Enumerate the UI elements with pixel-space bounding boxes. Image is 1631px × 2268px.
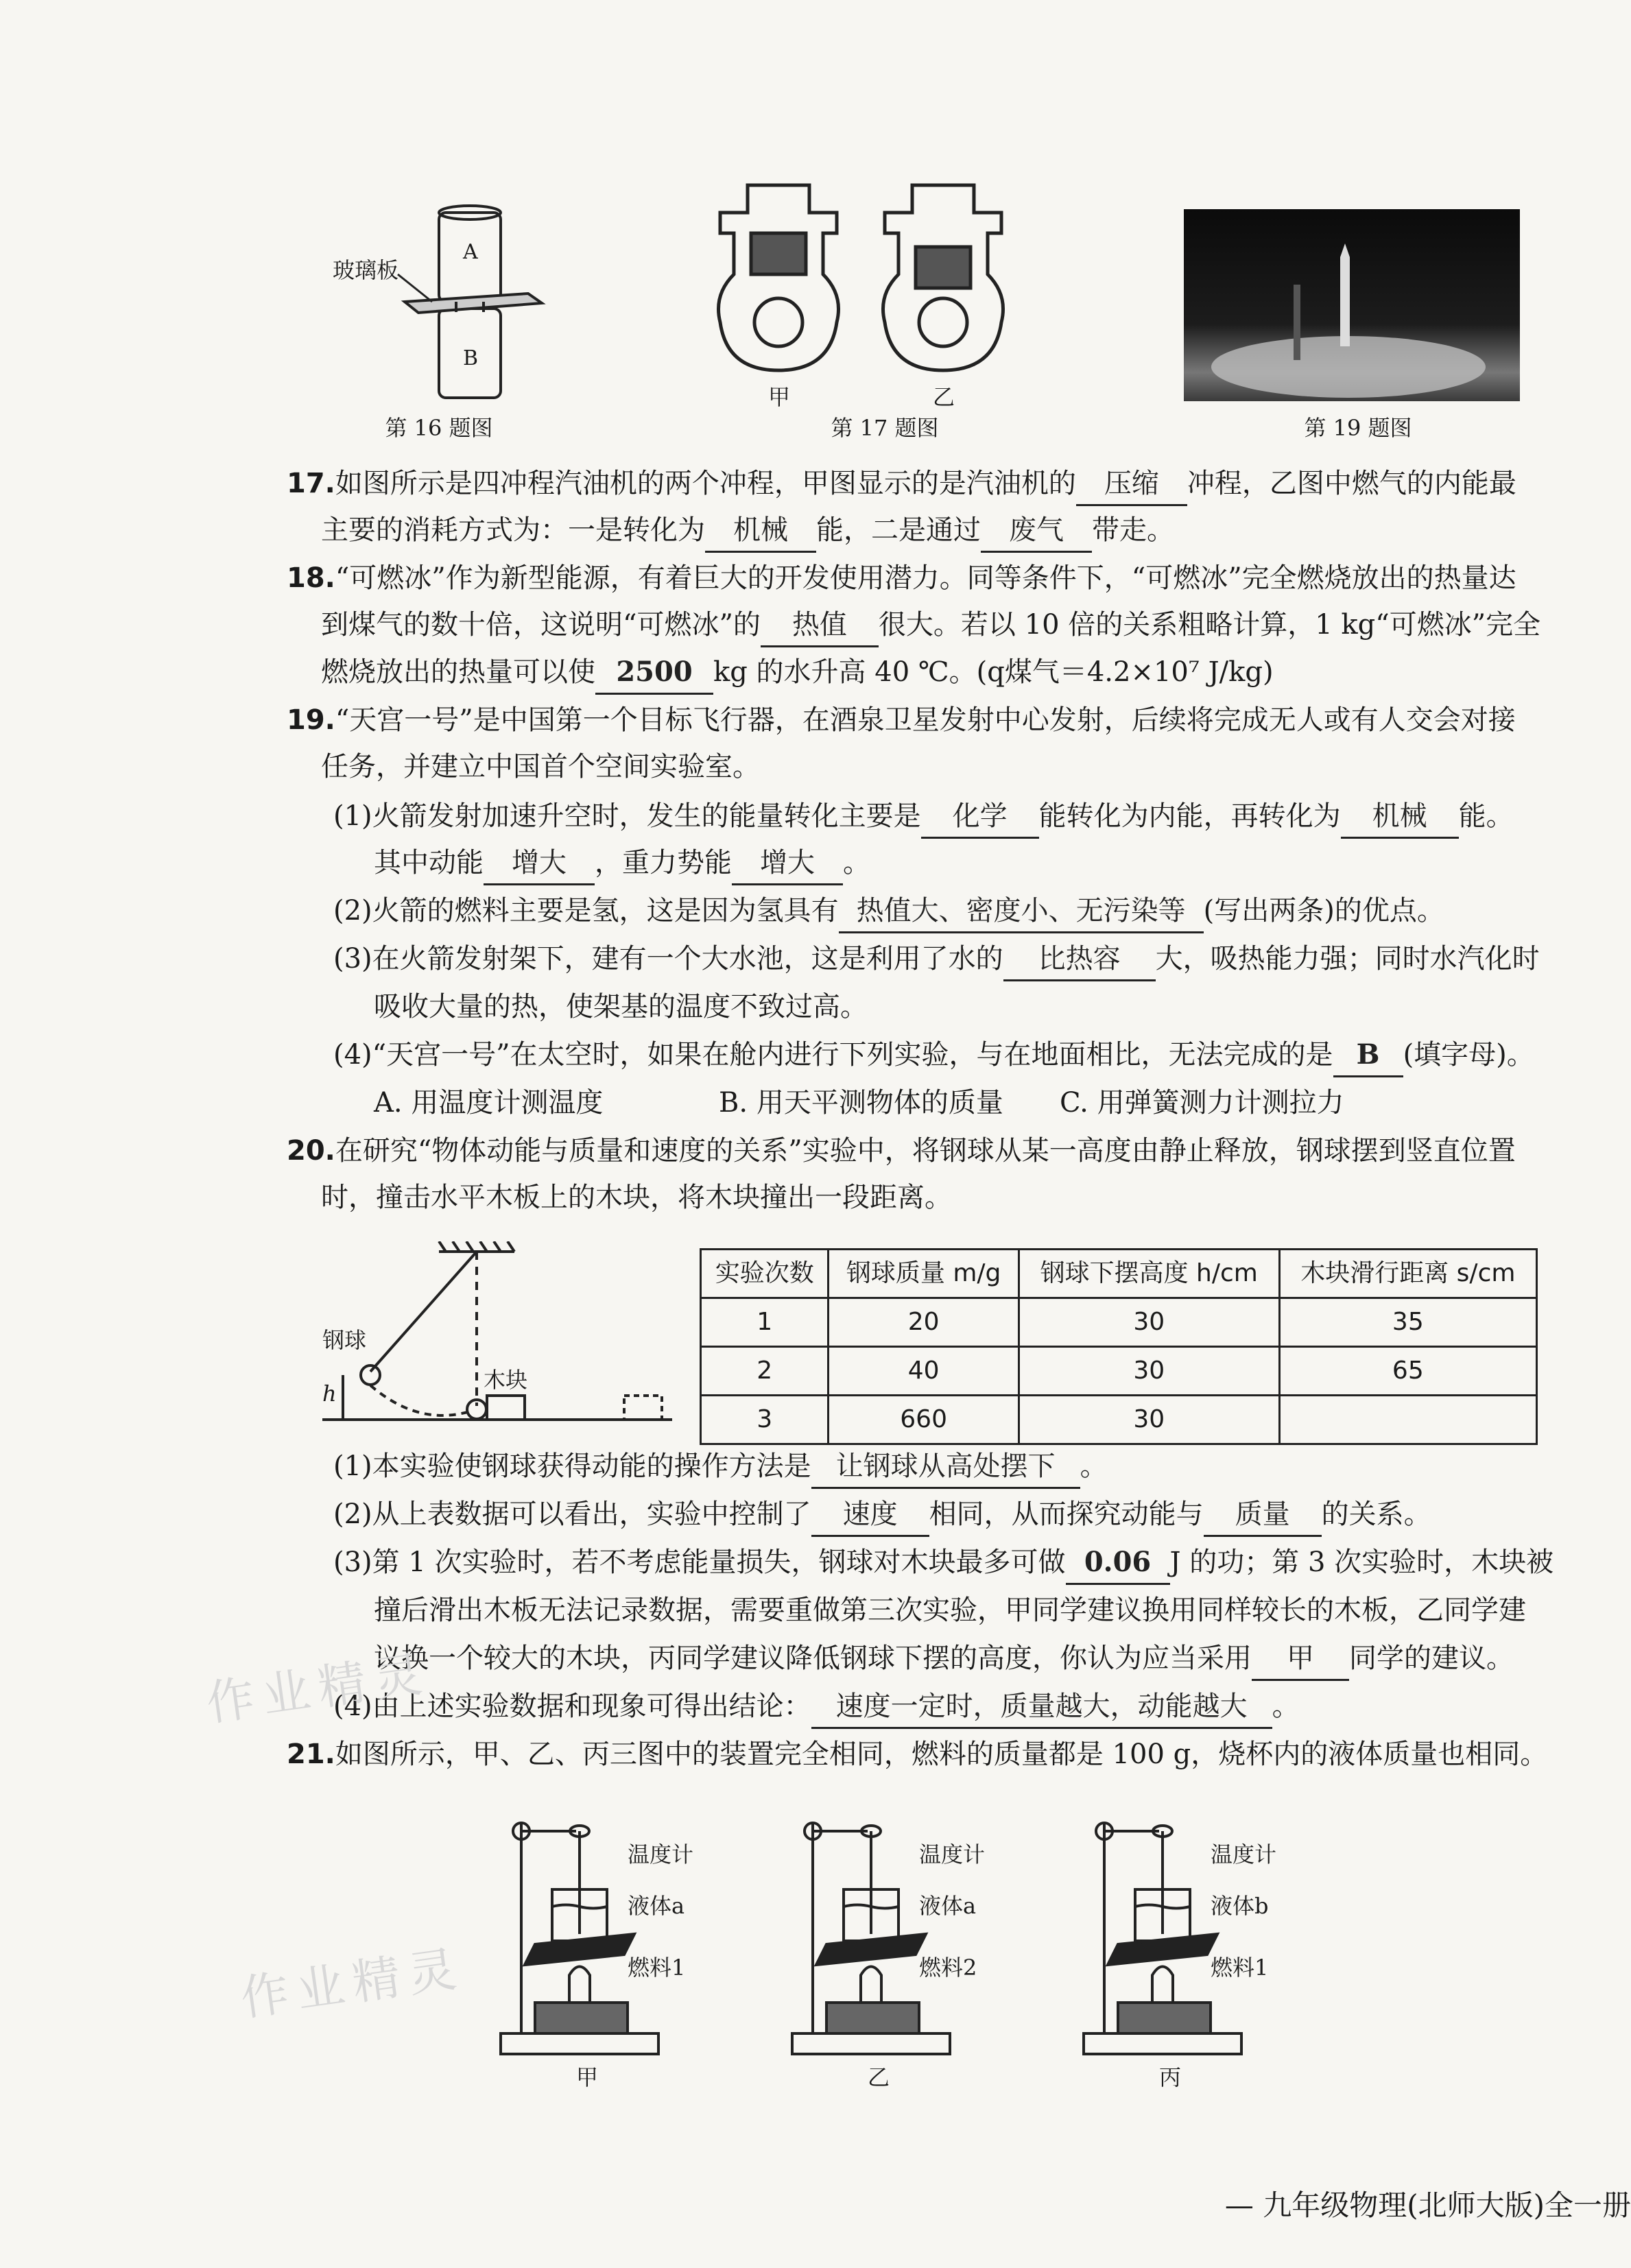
q19-answer-7[interactable]: B <box>1333 1034 1403 1077</box>
fuel-label: 燃料1 <box>628 1955 686 1981</box>
figure-17-label-yi: 乙 <box>933 384 955 410</box>
table-cell: 30 <box>1019 1298 1279 1347</box>
table-row <box>701 1347 1537 1396</box>
figure-17-caption: 第 17 题图 <box>831 415 939 441</box>
q20-text: (4)由上述实验数据和现象可得出结论： <box>333 1691 811 1722</box>
figure-19-photo <box>1184 209 1520 401</box>
table-header-row <box>701 1250 1537 1298</box>
q17-text: 冲程，乙图中燃气的内能最 <box>1187 468 1516 499</box>
q20-text: 撞后滑出木板无法记录数据，需要重做第三次实验，甲同学建议换用同样较长的木板，乙同学建 <box>374 1595 1526 1626</box>
block-label: 木块 <box>484 1367 528 1393</box>
table-header: 钢球质量 m/g <box>829 1250 1019 1298</box>
q19-text: “天宫一号”是中国第一个目标飞行器，在酒泉卫星发射中心发射，后续将完成无人或有人交会对接 <box>335 704 1516 736</box>
q20-part2 <box>333 1494 1431 1537</box>
q20-answer-4[interactable]: 0.06 <box>1066 1542 1170 1585</box>
figure-16-caption: 第 16 题图 <box>385 415 493 441</box>
q21-number: 21. <box>287 1739 335 1770</box>
q18-text: kg 的水升高 40 ℃。(q煤气＝4.2×10⁷ J/kg) <box>713 656 1274 688</box>
q19-part1-line1 <box>333 796 1514 839</box>
glass-plate-label: 玻璃板 <box>333 257 399 283</box>
apparatus-yi <box>785 1811 1019 2090</box>
q19-text: (1)火箭发射加速升空时，发生的能量转化主要是 <box>333 800 921 832</box>
q19-text: (3)在火箭发射架下，建有一个大水池，这是利用了水的 <box>333 943 1003 975</box>
q21-text: 如图所示，甲、乙、丙三图中的装置完全相同，燃料的质量都是 100 g，烧杯内的液体质量也相同。 <box>335 1739 1548 1770</box>
q18-text: 燃烧放出的热量可以使 <box>321 656 595 688</box>
q19-text: (4)“天宫一号”在太空时，如果在舱内进行下列实验，与在地面相比，无法完成的是 <box>333 1039 1333 1071</box>
q18-text: 很大。若以 10 倍的关系粗略计算，1 kg“可燃冰”完全 <box>878 609 1541 641</box>
q19-answer-4[interactable]: 增大 <box>732 842 843 885</box>
setup-caption: 丙 <box>1159 2064 1182 2090</box>
q20-part1 <box>333 1446 1108 1489</box>
q20-text: (2)从上表数据可以看出，实验中控制了 <box>333 1499 811 1530</box>
table-cell: 30 <box>1019 1396 1279 1444</box>
q20-text: 。 <box>1272 1691 1300 1722</box>
q20-answer-1[interactable]: 让钢球从高处摆下 <box>811 1446 1080 1489</box>
fuel-label: 燃料1 <box>1211 1955 1269 1981</box>
q20-part3-line2 <box>374 1590 1526 1631</box>
q18-line2 <box>321 604 1540 647</box>
table-cell: 3 <box>701 1396 829 1444</box>
q19-text: 。 <box>843 847 870 879</box>
q19-option-c: C. 用弹簧测力计测拉力 <box>1060 1087 1344 1119</box>
table-cell: 1 <box>701 1298 829 1347</box>
experiment-table <box>700 1248 1538 1445</box>
liquid-label: 液体a <box>919 1893 977 1919</box>
q17-number: 17. <box>287 468 335 499</box>
figure-17 <box>706 158 1091 391</box>
q19-text: (写出两条)的优点。 <box>1203 895 1444 927</box>
q20-part3-line1 <box>333 1542 1553 1585</box>
pendulum-figure <box>322 1241 679 1427</box>
q20-text: 时，撞击水平木板上的木块，将木块撞出一段距离。 <box>321 1182 952 1213</box>
q20-text: (3)第 1 次实验时，若不考虑能量损失，钢球对木块最多可做 <box>333 1547 1066 1578</box>
fuel-label: 燃料2 <box>919 1955 977 1981</box>
q20-answer-3[interactable]: 质量 <box>1204 1494 1322 1537</box>
q18-line3 <box>321 652 1274 695</box>
setup-caption: 乙 <box>868 2064 890 2090</box>
table-cell: 35 <box>1279 1298 1536 1347</box>
q19-text: 吸收大量的热，使架基的温度不致过高。 <box>374 991 868 1023</box>
q18-text: 到煤气的数十倍，这说明“可燃冰”的 <box>321 609 761 641</box>
q17-answer-2[interactable]: 机械 <box>705 510 816 553</box>
table-cell: 2 <box>701 1347 829 1396</box>
figure-19-caption: 第 19 题图 <box>1304 415 1412 441</box>
q18-line1 <box>287 558 1516 599</box>
q20-text: 。 <box>1080 1451 1108 1482</box>
liquid-label: 液体b <box>1211 1893 1269 1919</box>
q19-text: (填字母)。 <box>1403 1039 1534 1071</box>
table-header: 钢球下摆高度 h/cm <box>1019 1250 1279 1298</box>
q19-line1 <box>287 700 1516 741</box>
q17-answer-3[interactable]: 废气 <box>981 510 1092 553</box>
liquid-label: 液体a <box>628 1893 685 1919</box>
q19-answer-5[interactable]: 热值大、密度小、无污染等 <box>839 890 1204 933</box>
page-footer: — 九年级物理(北师大版)全一册 <box>1224 2188 1631 2222</box>
ball-label: 钢球 <box>322 1327 367 1353</box>
q20-text: J 的功；第 3 次实验时，木块被 <box>1169 1547 1554 1578</box>
q18-text: “可燃冰”作为新型能源，有着巨大的开发使用潜力。同等条件下，“可燃冰”完全燃烧放出的热量达 <box>335 562 1516 594</box>
table-row <box>701 1298 1537 1347</box>
q19-number: 19. <box>287 704 335 736</box>
q19-text: 大，吸热能力强；同时水汽化时 <box>1155 943 1540 975</box>
table-row <box>701 1396 1537 1444</box>
q20-answer-2[interactable]: 速度 <box>811 1494 929 1537</box>
q18-answer-1[interactable]: 热值 <box>761 604 879 647</box>
q19-text: (2)火箭的燃料主要是氢，这是因为氢具有 <box>333 895 839 927</box>
glass-bottles-diagram <box>322 199 549 405</box>
thermometer-label: 温度计 <box>1211 1841 1277 1867</box>
q19-line2 <box>321 746 760 787</box>
q20-text: 的关系。 <box>1321 1499 1431 1530</box>
engine-strokes-diagram <box>706 158 1091 384</box>
q20-text: 议换一个较大的木块，丙同学建议降低钢球下摆的高度，你认为应当采用 <box>374 1643 1252 1674</box>
height-label: h <box>322 1381 337 1407</box>
table-header: 木块滑行距离 s/cm <box>1279 1250 1536 1298</box>
bottle-a-label: A <box>463 240 478 264</box>
q19-text: 能。 <box>1458 800 1514 832</box>
q19-part3-line1 <box>333 938 1540 981</box>
q17-text: 能，二是通过 <box>816 514 981 546</box>
pendulum-diagram <box>322 1241 679 1427</box>
figure-16 <box>322 199 549 411</box>
q20-part3-line3 <box>374 1638 1514 1681</box>
apparatus-jia <box>494 1811 727 2090</box>
q18-answer-2[interactable]: 2500 <box>595 652 713 695</box>
q19-part1-line2 <box>374 842 870 885</box>
q19-answer-3[interactable]: 增大 <box>484 842 595 885</box>
q19-answer-6[interactable]: 比热容 <box>1003 938 1156 981</box>
q19-text: 能转化为内能，再转化为 <box>1038 800 1341 832</box>
watermark: 作业精灵 <box>237 1939 468 2027</box>
q19-part2 <box>333 890 1444 933</box>
q17-line2 <box>321 510 1174 553</box>
q19-part4 <box>333 1034 1534 1077</box>
bottle-b-label: B <box>463 346 479 370</box>
table-cell: 20 <box>829 1298 1019 1347</box>
q20-text: (1)本实验使钢球获得动能的操作方法是 <box>333 1451 811 1482</box>
q20-number: 20. <box>287 1135 335 1167</box>
thermometer-label: 温度计 <box>628 1841 694 1867</box>
q21-line1 <box>287 1734 1547 1775</box>
q19-option-a: A. 用温度计测温度 <box>374 1087 604 1119</box>
q18-number: 18. <box>287 562 335 594</box>
rocket-launch-image <box>1184 209 1520 401</box>
q20-answer-5[interactable]: 甲 <box>1252 1638 1349 1681</box>
q19-option-b: B. 用天平测物体的质量 <box>719 1087 1003 1119</box>
table-cell: 660 <box>829 1396 1019 1444</box>
q19-text: 任务，并建立中国首个空间实验室。 <box>321 751 760 783</box>
q20-text: 在研究“物体动能与质量和速度的关系”实验中，将钢球从某一高度由静止释放，钢球摆到竖直位置 <box>335 1135 1516 1167</box>
q17-text: 主要的消耗方式为：一是转化为 <box>321 514 705 546</box>
q20-answer-6[interactable]: 速度一定时，质量越大，动能越大 <box>811 1686 1272 1729</box>
setup-caption: 甲 <box>576 2064 599 2090</box>
table-cell: 65 <box>1279 1347 1536 1396</box>
table-cell[interactable] <box>1279 1396 1536 1444</box>
apparatus-bing <box>1077 1811 1310 2090</box>
q20-text: 相同，从而探究动能与 <box>929 1499 1204 1530</box>
q20-line2 <box>321 1177 952 1218</box>
q20-line1 <box>287 1130 1516 1171</box>
q19-answer-2[interactable]: 机械 <box>1341 796 1459 839</box>
table-cell: 40 <box>829 1347 1019 1396</box>
thermometer-label: 温度计 <box>919 1841 986 1867</box>
q19-text: 其中动能 <box>374 847 484 879</box>
q17-text: 如图所示是四冲程汽油机的两个冲程，甲图显示的是汽油机的 <box>335 468 1076 499</box>
q20-text: 同学的建议。 <box>1349 1643 1514 1674</box>
watermark: 作业精灵 <box>202 1645 434 1732</box>
table-header: 实验次数 <box>701 1250 829 1298</box>
figure-17-label-jia: 甲 <box>768 384 791 410</box>
q17-text: 带走。 <box>1092 514 1174 546</box>
table-cell: 30 <box>1019 1347 1279 1396</box>
q19-part3-line2 <box>374 986 868 1027</box>
q20-part4 <box>333 1686 1300 1729</box>
q19-text: ，重力势能 <box>595 847 732 879</box>
q17-line1 <box>287 463 1516 506</box>
q19-answer-1[interactable]: 化学 <box>921 796 1039 839</box>
q17-answer-1[interactable]: 压缩 <box>1076 463 1187 506</box>
